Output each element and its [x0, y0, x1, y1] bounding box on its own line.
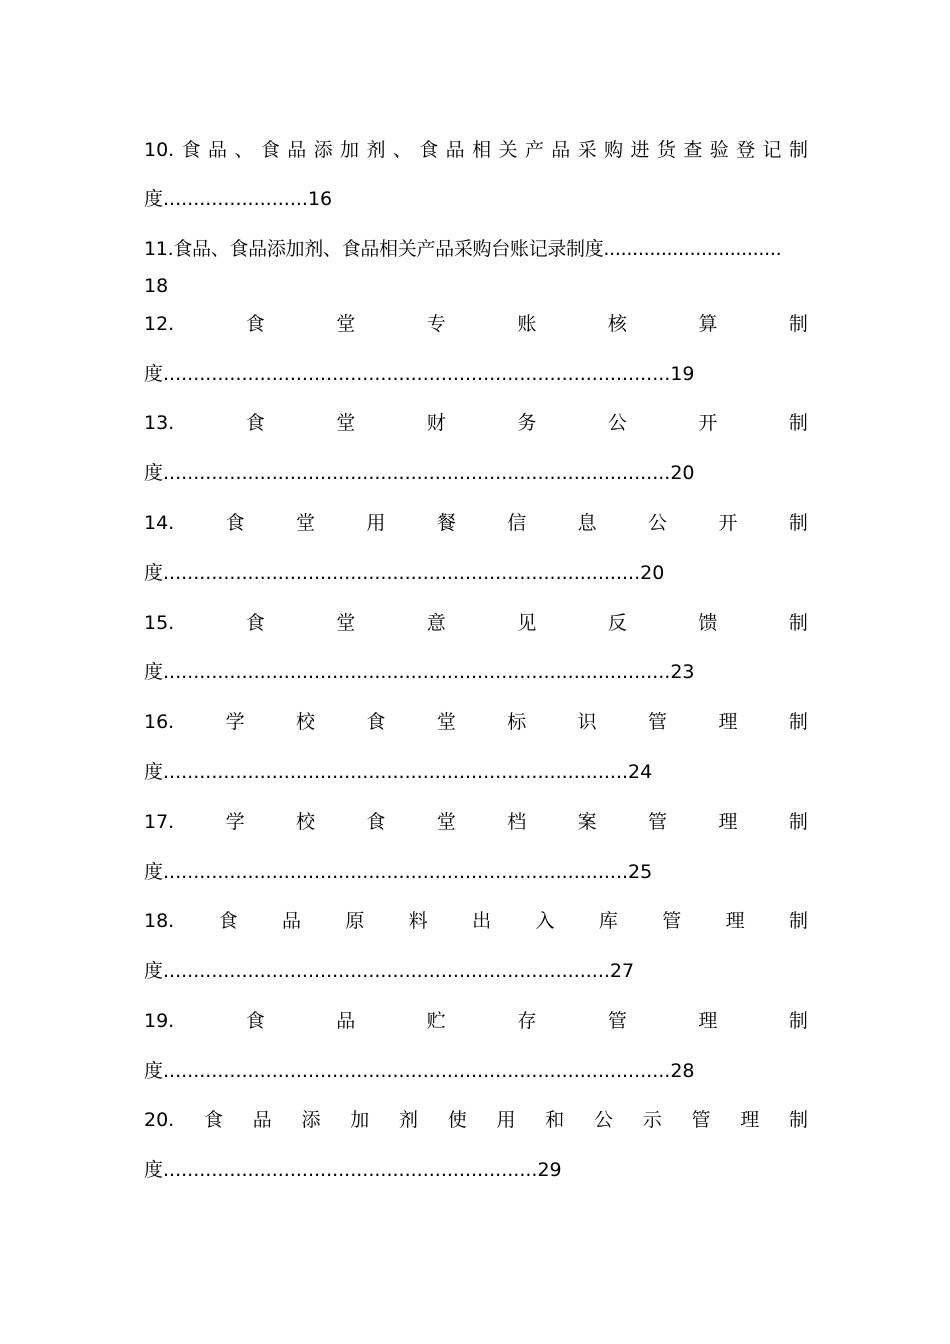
toc-title-glyph: 采	[577, 139, 597, 161]
toc-title-glyph: 理	[740, 1109, 760, 1131]
toc-title-glyph: 管	[691, 1109, 711, 1131]
toc-title-glyph: 食	[225, 512, 245, 534]
toc-entry-11-title: 11.食品、食品添加剂、食品相关产品采购台账记录制度...............................	[144, 238, 782, 260]
toc-title-glyph: 务	[517, 412, 537, 434]
toc-title-glyph: 品	[252, 1109, 272, 1131]
toc-title-glyph: 加	[340, 139, 360, 161]
toc-entry-15-title	[144, 611, 808, 635]
toc-title-glyph: 堂	[436, 711, 456, 733]
toc-title-glyph: 学	[225, 811, 245, 833]
toc-title-glyph: 品	[551, 139, 571, 161]
toc-title-glyph: 16.	[144, 711, 175, 733]
toc-title-glyph: 用	[366, 512, 386, 534]
toc-title-glyph: 理	[698, 1010, 718, 1032]
toc-title-glyph: 食	[260, 139, 280, 161]
toc-title-glyph: 制	[788, 512, 808, 534]
toc-title-glyph: 堂	[336, 412, 356, 434]
toc-title-glyph: 理	[718, 811, 738, 833]
toc-title-glyph: 19.	[144, 1010, 175, 1032]
toc-title-glyph: 制	[788, 412, 808, 434]
toc-title-glyph: 记	[762, 139, 782, 161]
toc-title-glyph: 品	[281, 910, 301, 932]
toc-title-glyph: 档	[507, 811, 527, 833]
toc-title-glyph: 15.	[144, 612, 175, 634]
toc-title-glyph: 18.	[144, 910, 175, 932]
toc-title-glyph: 料	[408, 910, 428, 932]
toc-title-glyph: 入	[535, 910, 555, 932]
toc-title-glyph: 公	[648, 512, 668, 534]
toc-title-glyph: 餐	[436, 512, 456, 534]
toc-entry-19-title	[144, 1009, 808, 1033]
toc-title-glyph: 理	[725, 910, 745, 932]
toc-entry-17-continuation: 度.............................................................................25	[144, 861, 653, 883]
toc-title-glyph: 案	[577, 811, 597, 833]
toc-title-glyph: 相	[472, 139, 492, 161]
toc-title-glyph: 剂	[398, 1109, 418, 1131]
toc-title-glyph: 13.	[144, 412, 175, 434]
toc-entry-10-title	[144, 138, 808, 162]
toc-title-glyph: 反	[607, 612, 627, 634]
toc-title-glyph: 食	[245, 1010, 265, 1032]
toc-title-glyph: 意	[426, 612, 446, 634]
toc-title-glyph: 关	[498, 139, 518, 161]
toc-title-glyph: 库	[598, 910, 618, 932]
toc-title-glyph: 添	[301, 1109, 321, 1131]
toc-title-glyph: 食	[203, 1109, 223, 1131]
toc-title-glyph: 堂	[436, 811, 456, 833]
toc-title-glyph: 制	[788, 313, 808, 335]
toc-entry-19-continuation: 度....................................................................................28	[144, 1060, 695, 1082]
toc-title-glyph: 17.	[144, 811, 175, 833]
toc-entry-13-continuation: 度....................................................................................20	[144, 462, 695, 484]
toc-title-glyph: 食	[366, 811, 386, 833]
toc-entry-18-continuation: 度..........................................................................27	[144, 960, 635, 982]
toc-title-glyph: 、	[234, 139, 254, 161]
toc-title-glyph: 堂	[296, 512, 316, 534]
toc-title-glyph: 食	[245, 412, 265, 434]
toc-title-glyph: 食	[419, 139, 439, 161]
toc-title-glyph: 14.	[144, 512, 175, 534]
toc-title-glyph: 理	[718, 711, 738, 733]
toc-title-glyph: 10.	[144, 139, 175, 161]
toc-title-glyph: 示	[642, 1109, 662, 1131]
toc-title-glyph: 制	[788, 139, 808, 161]
toc-entry-18-title	[144, 909, 808, 933]
toc-title-glyph: 核	[607, 313, 627, 335]
toc-title-glyph: 原	[345, 910, 365, 932]
toc-title-glyph: 制	[788, 711, 808, 733]
toc-title-glyph: 品	[208, 139, 228, 161]
toc-title-glyph: 出	[472, 910, 492, 932]
toc-title-glyph: 用	[496, 1109, 516, 1131]
toc-title-glyph: 专	[426, 313, 446, 335]
toc-title-glyph: 制	[788, 612, 808, 634]
toc-entry-16-continuation: 度.............................................................................24	[144, 761, 653, 783]
toc-entry-10-continuation: 度........................16	[144, 188, 333, 210]
toc-title-glyph: 查	[683, 139, 703, 161]
toc-title-glyph: 开	[698, 412, 718, 434]
toc-title-glyph: 堂	[336, 313, 356, 335]
toc-title-glyph: 管	[662, 910, 682, 932]
toc-title-glyph: 管	[648, 711, 668, 733]
toc-title-glyph: 、	[392, 139, 412, 161]
toc-title-glyph: 品	[445, 139, 465, 161]
toc-title-glyph: 标	[507, 711, 527, 733]
toc-title-glyph: 12.	[144, 313, 175, 335]
toc-title-glyph: 验	[709, 139, 729, 161]
toc-entry-13-title	[144, 411, 808, 435]
toc-title-glyph: 学	[225, 711, 245, 733]
toc-entry-14-title	[144, 511, 808, 535]
toc-title-glyph: 算	[698, 313, 718, 335]
toc-title-glyph: 和	[545, 1109, 565, 1131]
toc-entry-12-continuation: 度....................................................................................19	[144, 363, 695, 385]
toc-title-glyph: 制	[788, 910, 808, 932]
toc-title-glyph: 货	[656, 139, 676, 161]
toc-title-glyph: 开	[718, 512, 738, 534]
toc-title-glyph: 公	[593, 1109, 613, 1131]
toc-title-glyph: 校	[296, 811, 316, 833]
toc-entry-12-title	[144, 312, 808, 336]
toc-title-glyph: 息	[577, 512, 597, 534]
toc-entry-20-title	[144, 1108, 808, 1132]
toc-entry-15-continuation: 度....................................................................................23	[144, 661, 695, 683]
toc-title-glyph: 制	[788, 811, 808, 833]
toc-title-glyph: 添	[313, 139, 333, 161]
toc-entry-14-continuation: 度...............................................................................20	[144, 562, 665, 584]
toc-title-glyph: 馈	[698, 612, 718, 634]
toc-title-glyph: 20.	[144, 1109, 175, 1131]
toc-title-glyph: 管	[648, 811, 668, 833]
toc-title-glyph: 食	[245, 313, 265, 335]
toc-title-glyph: 信	[507, 512, 527, 534]
toc-title-glyph: 制	[788, 1109, 808, 1131]
toc-title-glyph: 加	[350, 1109, 370, 1131]
toc-title-glyph: 贮	[426, 1010, 446, 1032]
toc-title-glyph: 购	[604, 139, 624, 161]
toc-entry-20-continuation: 度..............................................................29	[144, 1159, 562, 1181]
toc-entry-17-title	[144, 810, 808, 834]
toc-title-glyph: 公	[607, 412, 627, 434]
toc-title-glyph: 制	[788, 1010, 808, 1032]
toc-title-glyph: 品	[336, 1010, 356, 1032]
toc-title-glyph: 食	[366, 711, 386, 733]
toc-entry-16-title	[144, 710, 808, 734]
toc-title-glyph: 使	[447, 1109, 467, 1131]
toc-title-glyph: 校	[296, 711, 316, 733]
toc-title-glyph: 食	[218, 910, 238, 932]
toc-title-glyph: 登	[736, 139, 756, 161]
toc-title-glyph: 见	[517, 612, 537, 634]
toc-title-glyph: 管	[607, 1010, 627, 1032]
toc-title-glyph: 食	[245, 612, 265, 634]
toc-title-glyph: 剂	[366, 139, 386, 161]
toc-title-glyph: 品	[287, 139, 307, 161]
toc-title-glyph: 堂	[336, 612, 356, 634]
toc-title-glyph: 账	[517, 313, 537, 335]
toc-entry-11-continuation: 18	[144, 275, 169, 297]
toc-title-glyph: 产	[524, 139, 544, 161]
toc-title-glyph: 食	[181, 139, 201, 161]
toc-title-glyph: 进	[630, 139, 650, 161]
toc-title-glyph: 识	[577, 711, 597, 733]
toc-title-glyph: 存	[517, 1010, 537, 1032]
toc-title-glyph: 财	[426, 412, 446, 434]
